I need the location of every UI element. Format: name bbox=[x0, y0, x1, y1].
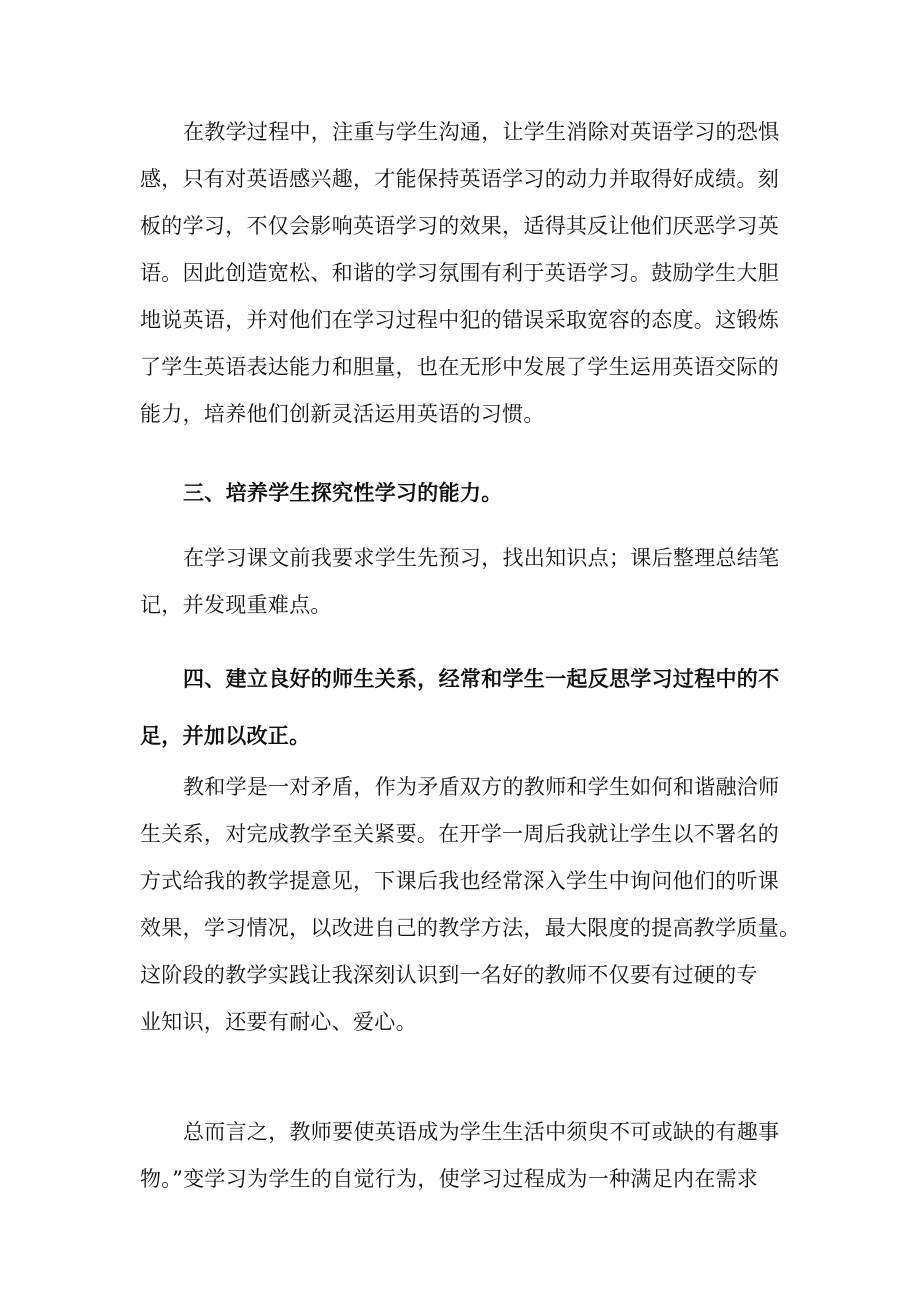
paragraph-preview-review bbox=[140, 535, 780, 629]
text-line: 语。因此创造宽松、和谐的学习氛围有利于英语学习。鼓励学生大胆 bbox=[140, 261, 779, 285]
text-line: 总而言之，教师要使英语成为学生生活中须臾不可或缺的有趣事 bbox=[183, 1120, 780, 1144]
paragraph-teacher-student-relationship bbox=[140, 764, 801, 1046]
text-line: 在教学过程中，注重与学生沟通，让学生消除对英语学习的恐惧 bbox=[183, 120, 780, 144]
text-line: 记，并发现重难点。 bbox=[140, 593, 332, 617]
paragraph-conclusion bbox=[140, 1109, 780, 1203]
text-line: 物。”变学习为学生的自觉行为，使学习过程成为一种满足内在需求 bbox=[140, 1167, 759, 1191]
text-line: 板的学习，不仅会影响英语学习的效果，适得其反让他们厌恶学习英 bbox=[140, 214, 779, 238]
heading-text: 四、建立良好的师生关系，经常和学生一起反思学习过程中的不 bbox=[183, 666, 780, 691]
text-line: 感，只有对英语感兴趣，才能保持英语学习的动力并取得好成绩。刻 bbox=[140, 167, 779, 191]
text-line: 在学习课文前我要求学生先预习，找出知识点；课后整理总结笔 bbox=[183, 546, 780, 570]
text-line: 地说英语，并对他们在学习过程中犯的错误采取宽容的态度。这锻炼 bbox=[140, 308, 779, 332]
heading-text: 足，并加以改正。 bbox=[140, 723, 311, 748]
text-line: 方式给我的教学提意见，下课后我也经常深入学生中询问他们的听课 bbox=[140, 869, 779, 893]
paragraph-teacher-student-communication bbox=[140, 109, 780, 438]
text-line: 业知识，还要有耐心、爱心。 bbox=[140, 1010, 417, 1034]
text-line: 这阶段的教学实践让我深刻认识到一名好的教师不仅要有过硬的专 bbox=[140, 963, 758, 987]
section-heading-4 bbox=[140, 650, 780, 764]
section-heading-3 bbox=[140, 469, 780, 516]
text-line: 能力，培养他们创新灵活运用英语的习惯。 bbox=[140, 402, 545, 426]
text-line: 生关系，对完成教学至关紧要。在开学一周后我就让学生以不署名的 bbox=[140, 822, 779, 846]
heading-text: 三、培养学生探究性学习的能力。 bbox=[183, 480, 503, 505]
text-line: 效果，学习情况，以改进自己的教学方法，最大限度的提高教学质量。 bbox=[140, 916, 801, 940]
text-line: 了学生英语表达能力和胆量，也在无形中发展了学生运用英语交际的 bbox=[140, 355, 779, 379]
text-line: 教和学是一对矛盾，作为矛盾双方的教师和学生如何和谐融洽师 bbox=[183, 775, 780, 799]
